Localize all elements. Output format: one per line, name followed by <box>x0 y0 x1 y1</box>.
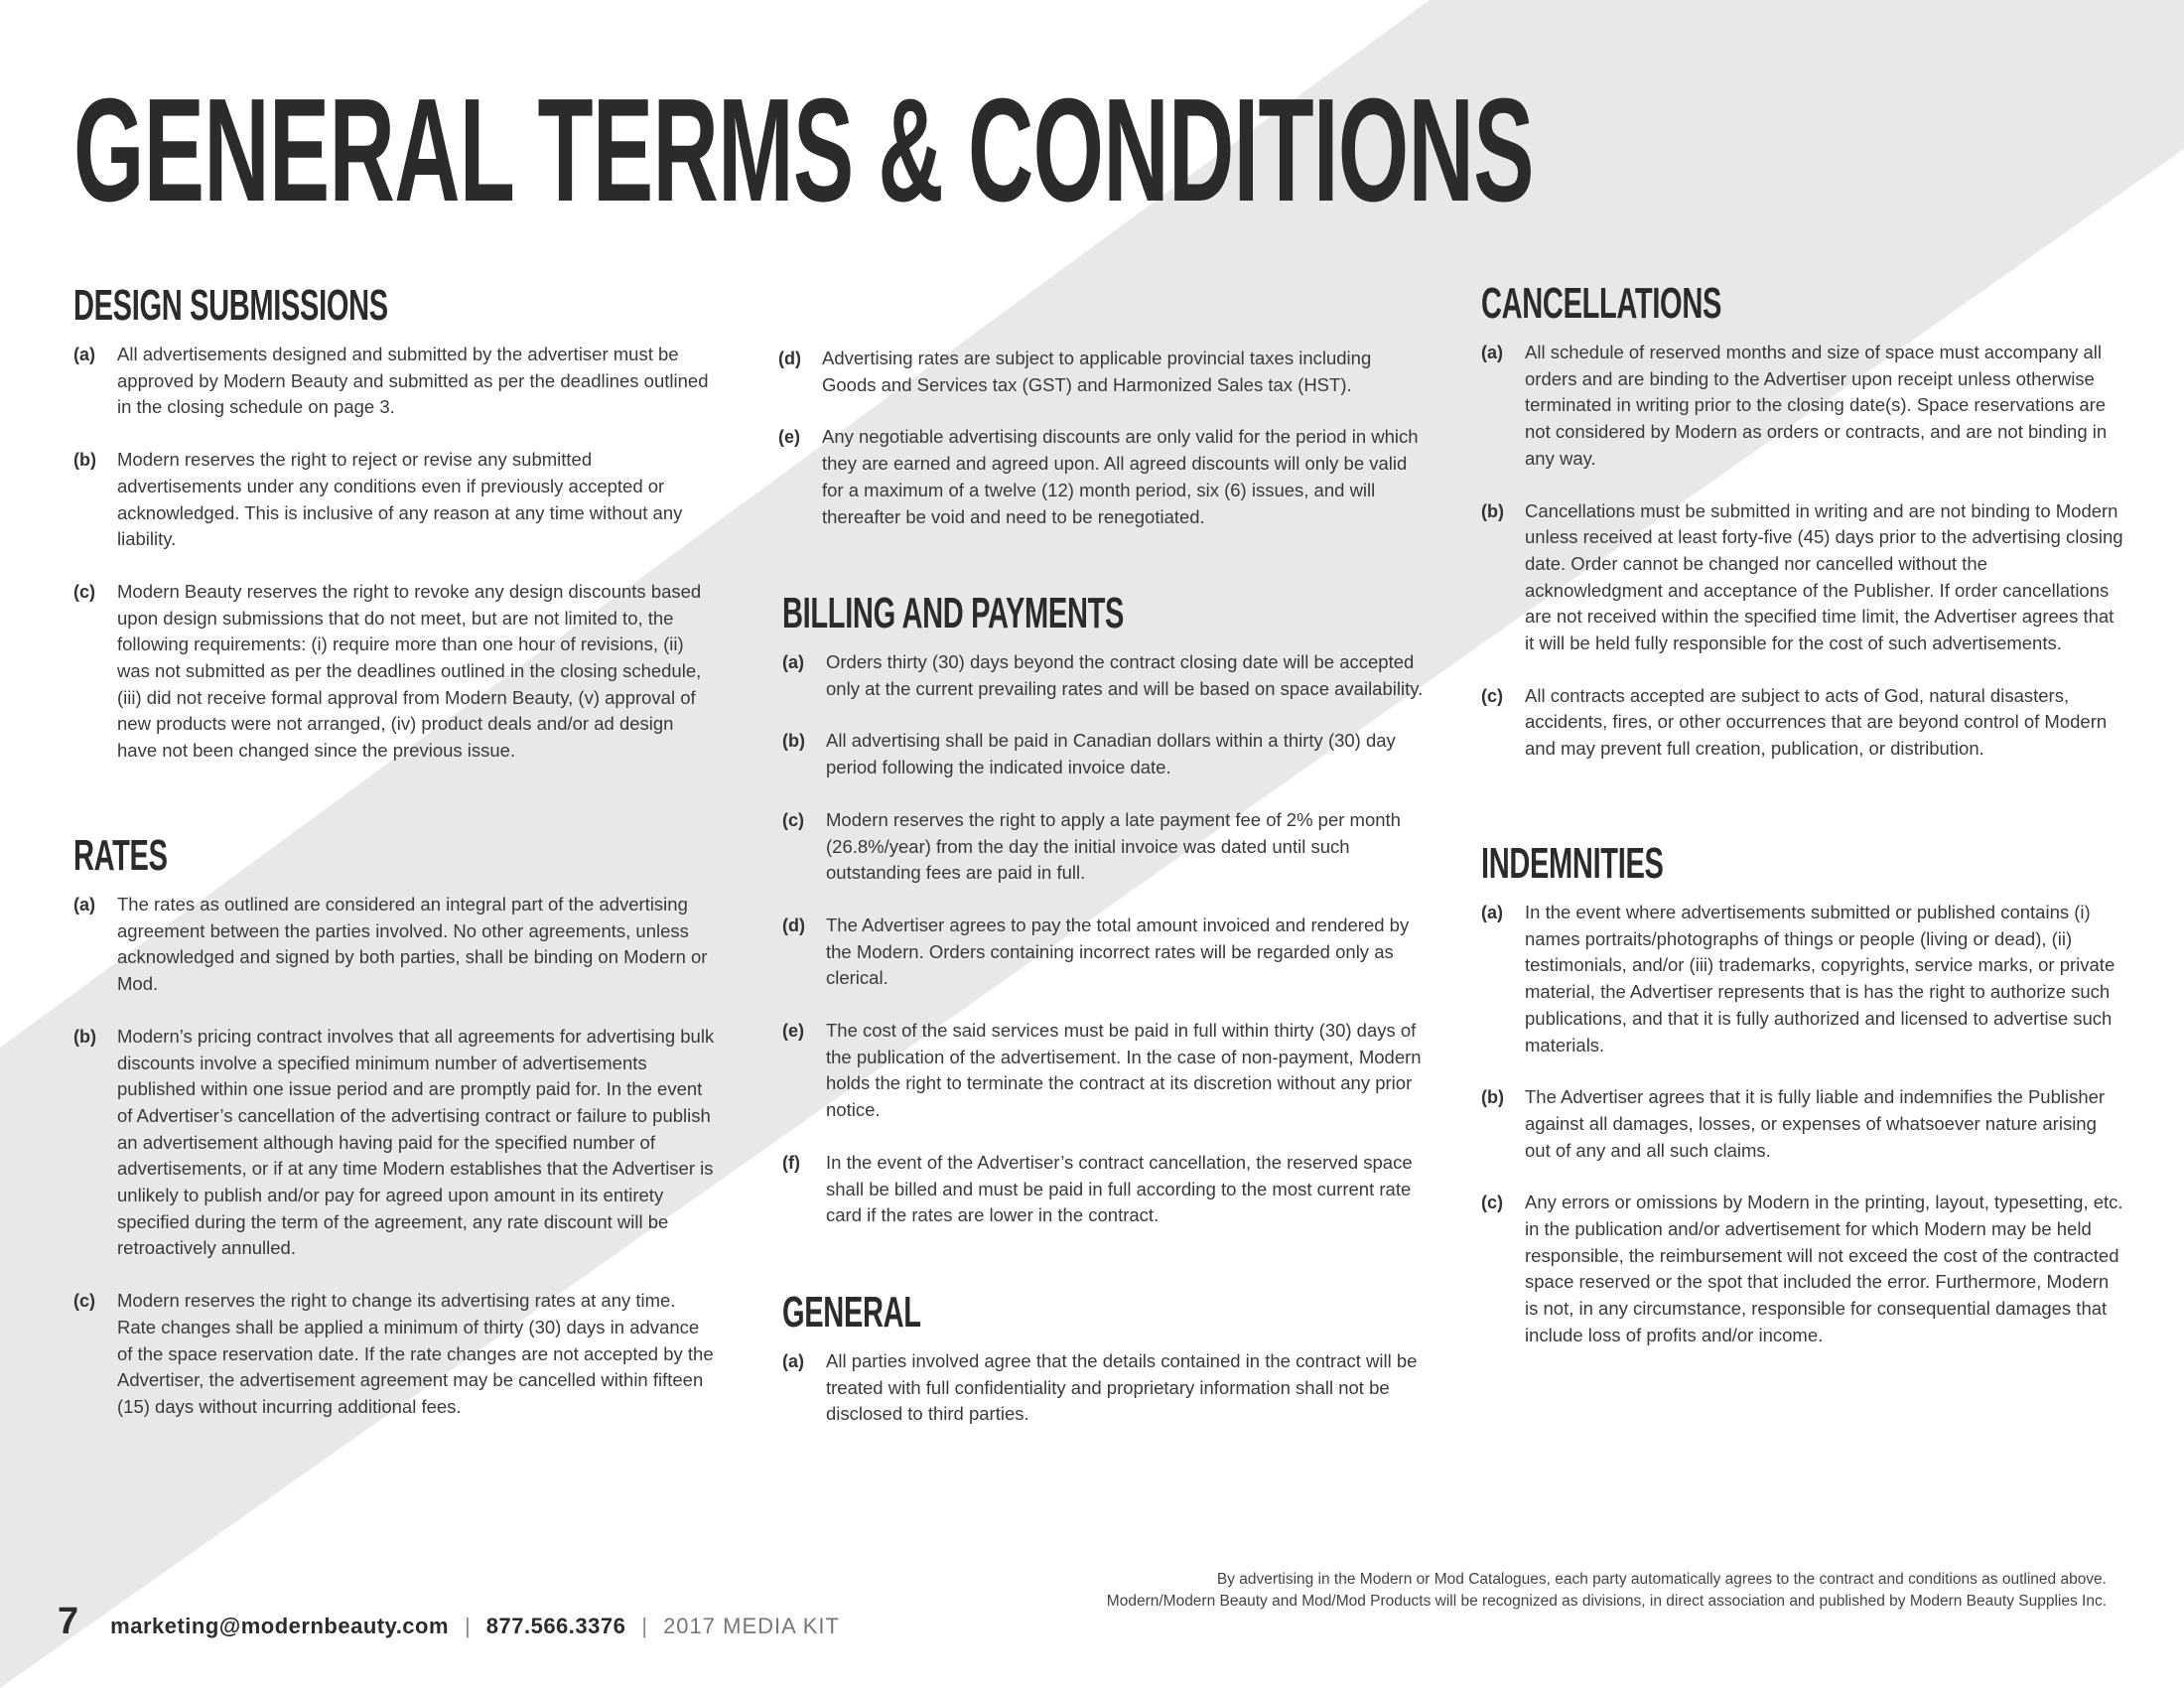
rates-continued-items <box>778 346 1426 530</box>
rates-section <box>73 831 715 1447</box>
clause-text: Modern Beauty reserves the right to revoke any design discounts based upon design submissions that do not meet, but are not limited to, the following requirements: (i) require more than one hour of revisions, (ii) was not submitted as per the deadlines outlined in the closing schedule, (iii) did not receive formal approval from Modern Beauty, (v) approval of new products were not arranged, (iv) product deals and/or ad design have not been changed since the previous issue. <box>117 580 702 762</box>
clause-item <box>782 1150 1428 1229</box>
billing-section <box>782 589 1428 1255</box>
indemnities-items <box>1481 900 2126 1349</box>
clause-label: (c) <box>73 581 95 602</box>
clause-label: (a) <box>73 895 95 914</box>
clause-label: (a) <box>782 1351 804 1371</box>
clause-label: (c) <box>1481 685 1503 706</box>
clause-text: Orders thirty (30) days beyond the contract closing date will be accepted only at the current prevailing rates and will be based on space availability. <box>826 651 1424 699</box>
general-heading: GENERAL <box>782 1288 921 1336</box>
footer-contact <box>58 1601 840 1643</box>
clause-text: Modern’s pricing contract involves that all agreements for advertising bulk discounts involve a specified minimum number of advertisements published within one issue period and are promptly paid for. In the event of Advertiser’s cancellation of the advertising contract or failure to publish an advertisement although having paid for the specified number of advertisements, or if at any time Modern establishes that the Advertiser is unlikely to publish and/or pay for agreed upon amount in its entirety specified during the term of the agreement, any rate discount will be retroactively annulled. <box>117 1025 715 1259</box>
clause-item <box>1481 1084 2126 1164</box>
clause-text: All advertisements designed and submitted by the advertiser must be approved by Modern Beauty and submitted as per the deadlines outlined in the closing schedule on page 3. <box>117 344 709 418</box>
clause-label: (c) <box>1481 1193 1503 1213</box>
clause-label: (c) <box>73 1291 95 1312</box>
cancellations-heading: CANCELLATIONS <box>1481 279 1722 328</box>
separator: | <box>465 1614 471 1638</box>
clause-text: The Advertiser agrees to pay the total amount invoiced and rendered by the Modern. Orders containing incorrect rates will be regarded only as clerical. <box>826 914 1410 989</box>
clause-text: Cancellations must be submitted in writing and are not binding to Modern unless received at least forty-five (45) days prior to the advertising closing date. Order cannot be changed nor cancelled without the acknowledgment and acceptance of the Publisher. If order cancellations are not received within the specified time limit, the Advertiser agrees that it will be held fully responsible for the cost of such advertisements. <box>1525 499 2123 654</box>
clause-label: (e) <box>778 427 800 448</box>
clause-label: (c) <box>782 809 804 830</box>
clause-text: Any negotiable advertising discounts are only valid for the period in which they are earned and agreed upon. All agreed discounts will only be valid for a maximum of a twelve (12) month period, six (6) issues, and will thereafter be void and need to be renegotiated. <box>822 426 1419 527</box>
rates-items <box>73 892 715 1421</box>
email-link[interactable]: marketing@modernbeauty.com <box>110 1614 450 1638</box>
clause-item <box>73 1288 715 1421</box>
clause-label: (a) <box>782 652 804 672</box>
clause-text: In the event of the Advertiser’s contract cancellation, the reserved space shall be billed and must be paid in full according to the most current rate card if the rates are lower in the contract. <box>826 1151 1413 1226</box>
rates-continued-section <box>778 346 1426 556</box>
footer-note-line-1: By advertising in the Modern or Mod Catalogues, each party automatically agrees to the contract and conditions as outlined above. <box>1216 1571 2107 1588</box>
clause-text: Modern reserves the right to reject or revise any submitted advertisements under any conditions even if previously accepted or acknowledged. This is inclusive of any reason at any time without any liability. <box>117 449 683 550</box>
clause-item <box>1481 498 2126 657</box>
billing-heading: BILLING AND PAYMENTS <box>782 589 1125 637</box>
clause-label: (a) <box>1481 903 1503 922</box>
clause-label: (a) <box>73 345 95 364</box>
clause-item <box>782 1018 1428 1124</box>
clause-item <box>782 649 1428 702</box>
clause-item <box>778 424 1426 530</box>
clause-text: In the event where advertisements submitted or published contains (i) names portraits/photographs of things or people (living or dead), (ii) testimonials, and/or (iii) trademarks, copyrights, service marks, or private material, the Advertiser represents that is has the right to authorize such publications, and that it is fully authorized and licensed to advertise such materials. <box>1525 902 2116 1055</box>
clause-text: Any errors or omissions by Modern in the printing, layout, typesetting, etc. in the publication and/or advertisement for which Modern may be held responsible, the reimbursement will not exceed the cost of the contracted space reserved or the spot that included the error. Furthermore, Modern is not, in any circumstance, responsible for consequential damages that include loss of profits and/or income. <box>1525 1192 2123 1345</box>
rates-heading: RATES <box>73 831 168 880</box>
clause-text: All schedule of reserved months and size of space must accompany all orders and are binding to the Advertiser upon receipt unless otherwise terminated in writing prior to the closing date(s). Space reservations are not considered by Modern as orders or contracts, and are not binding in any way. <box>1525 342 2108 469</box>
design-submissions-section <box>73 281 709 790</box>
phone-number[interactable]: 877.566.3376 <box>485 1614 626 1638</box>
design-items <box>73 342 709 765</box>
general-section <box>782 1288 1428 1454</box>
cancellations-items <box>1481 340 2126 763</box>
footer-note-line-2: Modern/Modern Beauty and Mod/Mod Products will be recognized as divisions, in direct association and published by Modern Beauty Supplies Inc. <box>1106 1593 2107 1610</box>
clause-item <box>778 346 1426 398</box>
clause-label: (b) <box>1481 500 1504 521</box>
clause-item <box>782 728 1428 780</box>
clause-item <box>73 447 709 553</box>
clause-text: The cost of the said services must be paid in full within thirty (30) days of the publication of the advertisement. In the case of non-payment, Modern holds the right to terminate the contract at its discretion without any prior notice. <box>826 1020 1422 1121</box>
clause-label: (b) <box>782 731 805 752</box>
separator: | <box>641 1614 648 1638</box>
page-title: GENERAL TERMS & CONDITIONS <box>73 69 1534 232</box>
cancellations-section <box>1481 279 2126 788</box>
clause-label: (f) <box>782 1152 800 1173</box>
footer-note <box>1107 1569 2107 1613</box>
clause-item <box>73 1024 715 1262</box>
clause-label: (e) <box>782 1021 804 1042</box>
clause-item <box>1481 340 2126 473</box>
clause-text: All advertising shall be paid in Canadian dollars within a thirty (30) day period following the indicated invoice date. <box>826 730 1396 778</box>
page-number: 7 <box>58 1601 79 1642</box>
clause-item <box>782 913 1428 992</box>
clause-label: (d) <box>778 349 801 368</box>
clause-text: The rates as outlined are considered an integral part of the advertising agreement between the parties involved. No other agreements, unless acknowledged and signed by both parties, shall be binding on Modern or Mod. <box>117 894 708 995</box>
clause-item <box>73 892 715 998</box>
clause-text: Advertising rates are subject to applicable provincial taxes including Goods and Services tax (GST) and Harmonized Sales tax (HST). <box>822 348 1372 395</box>
clause-item <box>782 807 1428 887</box>
media-kit-label: 2017 MEDIA KIT <box>663 1614 840 1638</box>
indemnities-section <box>1481 839 2126 1375</box>
general-items <box>782 1348 1428 1428</box>
clause-label: (b) <box>73 450 96 471</box>
clause-item <box>1481 683 2126 763</box>
design-submissions-heading: DESIGN SUBMISSIONS <box>73 281 388 330</box>
clause-item <box>73 579 709 765</box>
clause-text: The Advertiser agrees that it is fully liable and indemnifies the Publisher against all damages, losses, or expenses of whatsoever nature arising out of any and all such claims. <box>1525 1086 2106 1161</box>
billing-items <box>782 649 1428 1229</box>
clause-item <box>1481 900 2126 1058</box>
clause-text: Modern reserves the right to change its advertising rates at any time. Rate changes shall be applied a minimum of thirty (30) days in advance of the space reservation date. If the rate changes are not accepted by the Advertiser, the advertisement agreement may be cancelled within fifteen (15) days without incurring additional fees. <box>117 1290 714 1417</box>
clause-text: Modern reserves the right to apply a late payment fee of 2% per month (26.8%/year) from the day the initial invoice was dated until such outstanding fees are paid in full. <box>826 808 1401 884</box>
clause-text: All contracts accepted are subject to acts of God, natural disasters, accidents, fires, or other occurrences that are beyond control of Modern and may prevent full creation, publication, or distribution. <box>1525 684 2108 760</box>
clause-text: All parties involved agree that the details contained in the contract will be treated with full confidentiality and proprietary information shall not be disclosed to third parties. <box>826 1350 1418 1425</box>
clause-label: (b) <box>73 1026 96 1047</box>
clause-item <box>782 1348 1428 1428</box>
clause-item <box>1481 1190 2126 1348</box>
indemnities-heading: INDEMNITIES <box>1481 839 1664 888</box>
clause-item <box>73 342 709 421</box>
clause-label: (d) <box>782 914 805 935</box>
clause-label: (b) <box>1481 1087 1504 1108</box>
clause-label: (a) <box>1481 343 1503 362</box>
